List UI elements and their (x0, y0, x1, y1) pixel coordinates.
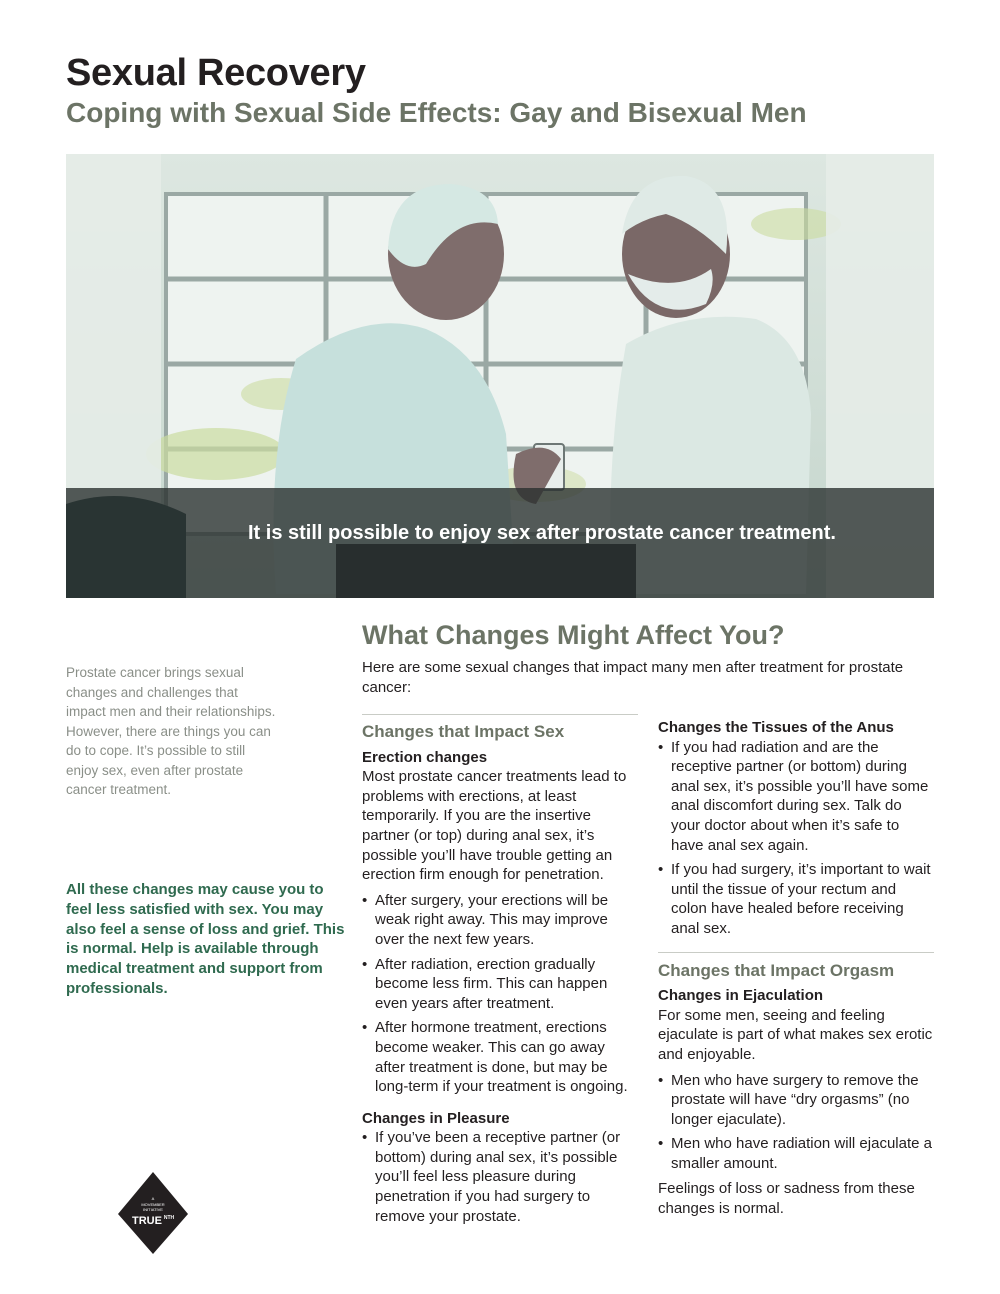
main-heading: What Changes Might Affect You? (362, 620, 785, 650)
page-title: Sexual Recovery (66, 52, 366, 94)
list-item: • If you had radiation and are the receptive partner (or bottom) during anal sex, it’s possible you’ll have some anal discomfort during sex. Talk do your doctor about when it’s safe to have anal sex again. (658, 738, 934, 856)
list-item: • If you’ve been a receptive partner (or bottom) during anal sex, it’s possible you’ll feel less pleasure during penetration if you had surgery to remove your prostate. (362, 1128, 638, 1226)
section-divider (362, 714, 638, 715)
list-item: • After radiation, erection gradually become less firm. This can happen even years after treatment. (362, 955, 638, 1014)
pleasure-list (362, 1128, 638, 1226)
hero-illustration (66, 154, 934, 598)
erection-text: Most prostate cancer treatments lead to problems with erections, at least temporarily. If you are the insertive partner (or top) during anal sex, it’s possible you’ll have trouble getting an erection firm enough for penetration. (362, 768, 627, 884)
anus-heading: Changes the Tissues of the Anus (658, 719, 894, 736)
ejaculation-heading: Changes in Ejaculation (658, 987, 824, 1005)
ejaculation-closing: Feelings of loss or sadness from these changes is normal. (658, 1180, 915, 1218)
pleasure-heading: Changes in Pleasure (362, 1109, 510, 1127)
erection-heading: Erection changes (362, 748, 488, 766)
list-item: • Men who have radiation will ejaculate a smaller amount. (658, 1134, 934, 1173)
main-intro: Here are some sexual changes that impact many men after treatment for prostate cancer: (362, 659, 904, 696)
ejaculation-list (658, 1071, 934, 1174)
logo-top-text: A (151, 1196, 155, 1201)
list-item: • After hormone treatment, erections become weaker. This can go away after treatment is done, but may be long-term if your treatment is ongoing. (362, 1018, 638, 1096)
page-subtitle: Coping with Sexual Side Effects: Gay and Bisexual Men (66, 97, 807, 128)
erection-list (362, 891, 638, 1097)
list-item: • If you had surgery, it’s important to wait until the tissue of your rectum and colon have healed before receiving anal sex. (658, 860, 934, 938)
sidebar-intro: Prostate cancer brings sexual changes and challenges that impact men and their relationships. However, there are things you can do to cope. It’s possible to still enjoy sex, even after prostate cancer treatment. (66, 665, 276, 797)
right-column (658, 718, 934, 1219)
truenth-logo (116, 1170, 190, 1256)
list-item: • After surgery, your erections will be weak right away. This may improve over the next few years. (362, 891, 638, 950)
section-divider (658, 952, 934, 953)
impact-sex-heading: Changes that Impact Sex (362, 722, 565, 741)
impact-orgasm-heading: Changes that Impact Orgasm (658, 960, 895, 980)
logo-line-1: MOVEMBER (141, 1202, 165, 1207)
logo-brand-sup: NTH (163, 1215, 175, 1221)
logo-line-2: INITIATIVE (143, 1207, 163, 1212)
ejaculation-text: For some men, seeing and feeling ejaculate is part of what makes sex erotic and enjoyable. (658, 1006, 933, 1063)
list-item: • Men who have surgery to remove the prostate will have “dry orgasms” (no longer ejaculate). (658, 1071, 934, 1130)
hero-caption: It is still possible to enjoy sex after prostate cancer treatment. (248, 522, 836, 544)
anus-list (658, 738, 934, 939)
sidebar-callout: All these changes may cause you to feel less satisfied with sex. You may also feel a sense of loss and grief. This is normal. Help is available through medical treatment and support from professionals. (66, 881, 345, 997)
left-column (362, 714, 638, 1226)
logo-brand: TRUE (132, 1215, 162, 1227)
